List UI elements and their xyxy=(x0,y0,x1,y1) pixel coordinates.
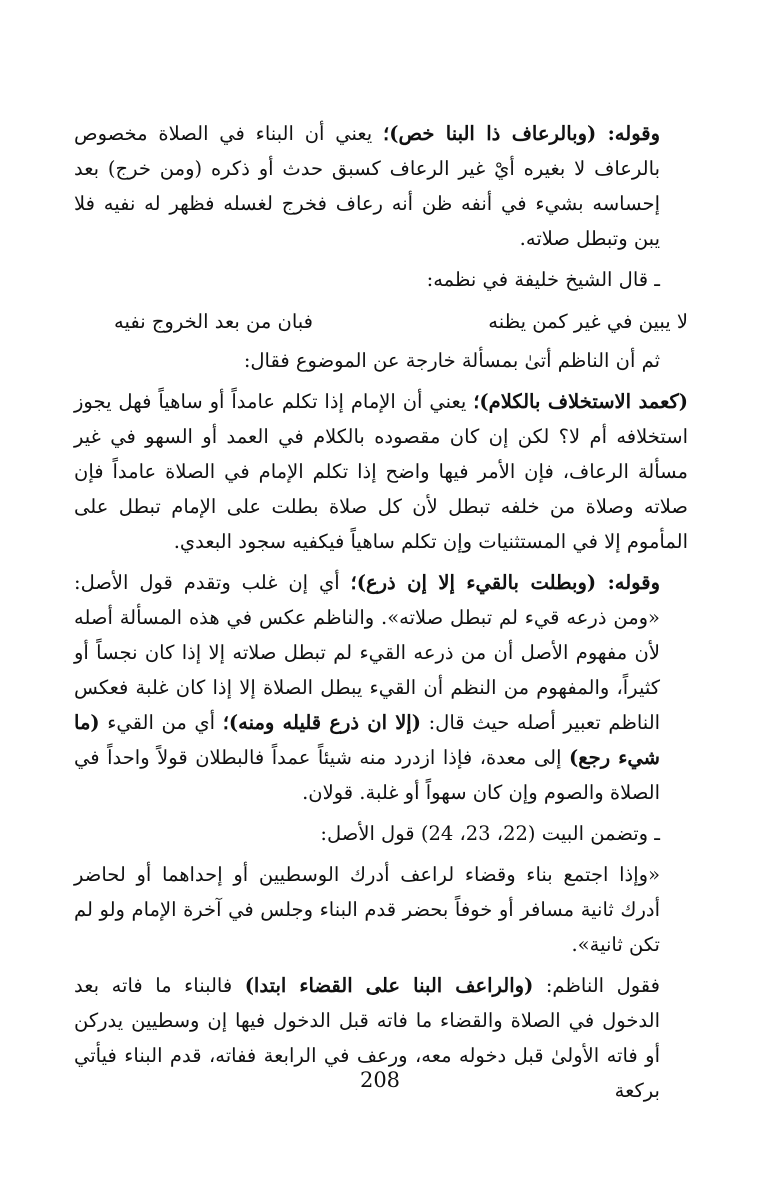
paragraph-text: أي إن غلب وتقدم قول الأصل: «ومن ذرعه قيء لم تبطل صلاته». والناظم عكس في هذه المسألة أصله لأن مفهوم الأصل أن من ذرعه القيء لم تبطل صلاته إلا إذا كان نجساً أو كثيراً، والمفهوم من النظم أن القيء يبطل الصلاة إلا إذا كان غلبة فعكس الناظم تعبير أصله حيث قال: xyxy=(74,571,661,734)
paragraph-2 xyxy=(74,384,688,559)
quoted-verse: (ما شيء رجع) xyxy=(74,711,660,769)
page-number: 208 xyxy=(359,1068,401,1092)
transition-text: ثم أن الناظم أتىٰ بمسألة خارجة عن الموضوع فقال: xyxy=(243,349,660,372)
poem-verse xyxy=(74,303,688,341)
citation-text: ـ وتضمن البيت (22، 23، 24) قول الأصل: xyxy=(320,822,660,845)
transition-line xyxy=(74,343,688,378)
lead-phrase: وقوله: (وبطلت بالقيء إلا إن ذرع)؛ xyxy=(350,571,660,594)
paragraph-text: فالبناء ما فاته بعد الدخول في الصلاة والقضاء ما فاته قبل الدخول فيها إن وسطيين يدركن أو فاته الأولىٰ قبل دخوله معه، ورعف في الرابعة ففاته، قدم البناء فيأتي بركعة xyxy=(74,974,660,1102)
paragraph-1 xyxy=(74,116,688,256)
lead-phrase: (كعمد الاستخلاف بالكلام)؛ xyxy=(473,390,688,413)
paragraph-text: يعني أن الإمام إذا تكلم عامداً أو ساهياً فهل يجوز استخلافه أم لا؟ لكن إن كان مقصوده بالكلام في العمد أو السهو في غير مسألة الرعاف، فإن الأمر فيها واضح إذا تكلم الإمام في الصلاة عامداً فإن صلاته وصلاة من خلفه تبطل لأن كل صلاة بطلت على الإمام تبطل على المأموم إلا في المستثنيات وإن تكلم ساهياً فيكفيه سجود البعدي. xyxy=(74,390,688,553)
attribution-text: ـ قال الشيخ خليفة في نظمه: xyxy=(426,268,660,291)
paragraph-text: «وإذا اجتمع بناء وقضاء لراعف أدرك الوسطيين أو إحداهما أو لحاضر أدرك ثانية مسافر أو خوفاً بحضر قدم البناء وجلس في آخرة الإمام ولو لم تكن ثانية». xyxy=(74,863,660,956)
quoted-verse: (إلا ان ذرع قليله ومنه)؛ xyxy=(222,711,421,734)
verse-first-hemistich: لا يبين في غير كمن يظنه xyxy=(488,310,688,333)
quoted-verse: (والراعف البنا على القضاء ابتدا) xyxy=(244,974,534,997)
paragraph-3 xyxy=(74,565,688,810)
paragraph-text: أي من القيء xyxy=(107,711,216,734)
paragraph-text: فقول الناظم: xyxy=(545,974,660,997)
paragraph-text: إلى معدة، فإذا ازدرد منه شيئاً عمداً فالبطلان قولاً واحداً في الصلاة والصوم وإن كان سهواً أو غلبة. قولان. xyxy=(74,746,660,804)
citation-line xyxy=(74,816,688,851)
paragraph-text: يعني أن البناء في الصلاة مخصوص بالرعاف لا بغيره أيْ غير الرعاف كسبق حدث أو ذكره (ومن خرج) بعد إحساسه بشيء في أنفه ظن أنه رعاف فخرج لغسله فظهر له نفيه فلا يبن وتبطل صلاته. xyxy=(74,122,660,250)
page-body xyxy=(74,116,688,1114)
attribution-line xyxy=(74,262,688,297)
paragraph-4 xyxy=(74,857,688,962)
verse-second-hemistich: فبان من بعد الخروج نفيه xyxy=(114,310,313,333)
lead-phrase: وقوله: (وبالرعاف ذا البنا خص)؛ xyxy=(383,122,661,145)
